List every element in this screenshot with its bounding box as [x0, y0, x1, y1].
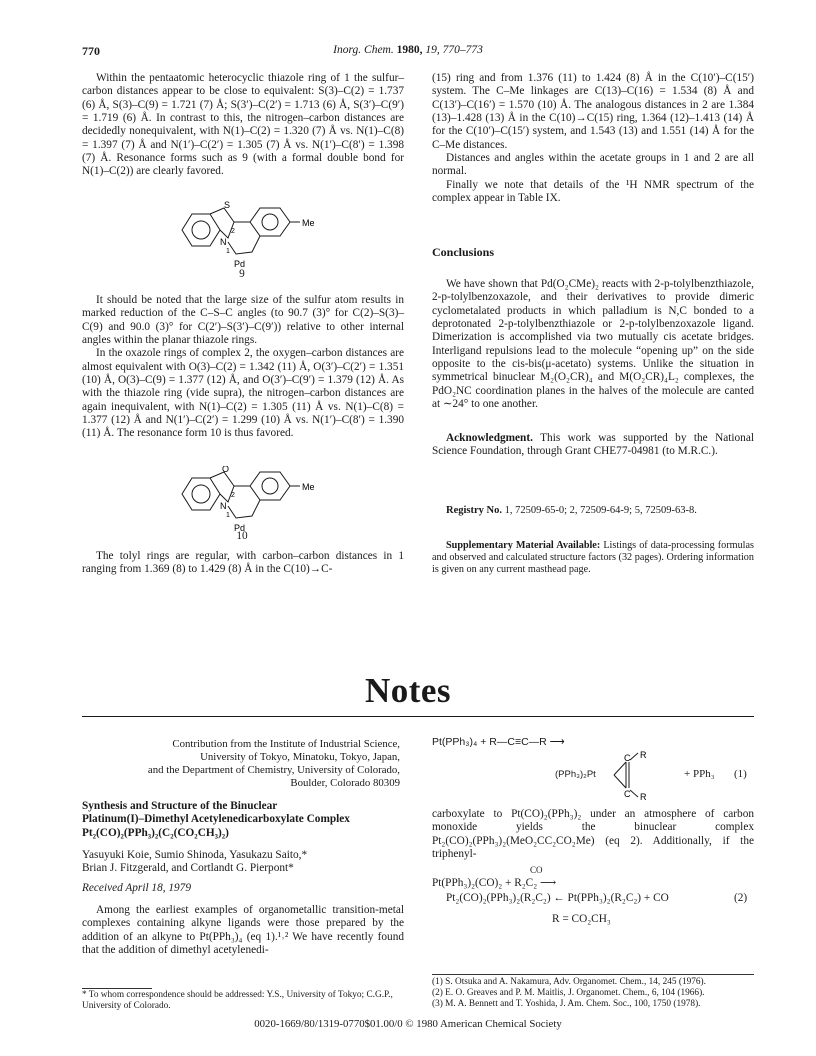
left-column-paragraph-1 — [82, 72, 404, 179]
paragraph-nmr: Finally we note that details of the ¹H NMR spectrum of the complex appear in Table IX. — [432, 178, 754, 205]
reference-item: (3) M. A. Bennett and T. Yoshida, J. Am. Chem. Soc., 100, 1750 (1978). — [432, 999, 701, 1010]
affiliation-line: Contribution from the Institute of Industrial Science, — [172, 738, 400, 750]
paragraph-sulfur-angles: It should be noted that the large size of the sulfur atom results in marked reduction of the C–S–C angles (to 90.7 (3)° for C(2)–S(3)–C(9) and 90.0 (3)° for C(2′)–S(3′)–C(9′)) relative to other internal angles within the planar thiazole rings. — [82, 294, 404, 347]
eq2-r-definition: R = CO₂CH₃ — [552, 913, 611, 925]
paragraph-carboxylate: carboxylate to Pt(CO)₂(PPh₃)₂ under an atmosphere of carbon monoxide yields the binuclear complex Pt₂(CO)₂(PPh₃)₂(MeO₂CC₂CO₂Me) (eq 2). Additionally, if the triphenyl- — [432, 808, 754, 861]
article-title-line: Synthesis and Structure of the Binuclear — [82, 800, 278, 812]
conclusions-text — [432, 278, 754, 411]
eq1-product-diagram — [590, 750, 660, 800]
notes-divider — [82, 716, 754, 717]
journal-name: Inorg. Chem. — [333, 44, 394, 56]
paragraph-acetate: Distances and angles within the acetate groups in 1 and 2 are all normal. — [432, 152, 754, 178]
supp-label: Supplementary Material Available: — [446, 540, 601, 551]
supp-text: Listings of data-processing formulas and observed and calculated structure factors (32 pages). Ordering information is given on any current masthead page. — [432, 540, 754, 576]
eq1-r-bottom: R — [640, 792, 647, 800]
footnote-rule-left — [82, 988, 152, 989]
atom-s-label: S — [224, 200, 231, 210]
affiliation-line: Boulder, Colorado 80309 — [290, 776, 400, 789]
structure-10-number: 10 — [236, 530, 248, 542]
methyl-label: Me — [302, 218, 315, 228]
notes-section-title: Notes — [364, 671, 452, 710]
paragraph-conclusions: We have shown that Pd(O₂CMe)₂ reacts with 2-p-tolylbenzthiazole, 2-p-tolylbenzoxazole, and their derivatives to provide dimeric cyclometalated products in which palladium is N,C bonded to a deprotonated 2-p-tolylbenzthiazole or 2-p-tolylbenzoxazole ligand. Dimerization is accomplished via two mutually cis acetate bridges. Interligand repulsions lead to the molecule “opening up” on the side opposite to the cis-bis(μ-acetato) systems. Unlike the situation in symmetrical binuclear M₂(O₂CR)₄ and M(O₂CR)₄L₂ complexes, the PdO₂NC coordination planes in the halves of the molecule are canted at ∼24° to one another. — [432, 278, 754, 411]
pos-1-label-10: 1 — [226, 512, 230, 519]
contribution-affiliation — [82, 738, 400, 790]
right-column-text — [432, 72, 754, 205]
correspondence-footnote: * To whom correspondence should be addressed: Y.S., University of Tokyo; C.G.P., University of Colorado. — [82, 990, 393, 1012]
journal-year: 1980, — [396, 44, 423, 56]
paragraph-tolyl: The tolyl rings are regular, with carbon–carbon distances in 1 ranging from 1.369 (8) to 1.429 (8) Å in the C(10)→C- — [82, 550, 404, 576]
atom-pd-label: Pd — [234, 259, 246, 269]
eq1-r-top: R — [640, 750, 647, 760]
pos-1-label: 1 — [226, 248, 230, 255]
ack-label: Acknowledgment. — [446, 432, 533, 444]
page-number: 770 — [82, 44, 100, 58]
eq2-arrow: ⟶ — [540, 877, 557, 889]
author-list — [82, 849, 404, 876]
left-column-paragraph-3 — [82, 550, 404, 577]
supplementary-material — [432, 540, 754, 577]
acknowledgment — [432, 432, 754, 459]
atom-pd-label-10: Pd — [234, 523, 246, 533]
article-title-line: Pt₂(CO)₂(PPh₃)₂(C₂(CO₂CH₃)₂) — [82, 826, 229, 839]
left-column-paragraph-2 — [82, 294, 404, 441]
pos-2-label-10: 2 — [231, 492, 235, 499]
atom-o-label: O — [222, 466, 230, 474]
paragraph-thiazole: Within the pentaatomic heterocyclic thiazole ring of 1 the sulfur–carbon distances appear to be close to equivalent: S(3)–C(2) = 1.737 (6) Å, S(3)–C(9) = 1.721 (7) Å; S(3′)–C(2′) = 1.713 (6) Å, S(3′)–C(9′) = 1.719 (6) Å. In contrast to this, the nitrogen–carbon distances are decidedly nonequivalent, with N(1)–C(2) = 1.320 (7) Å vs. N(1)–C(8) = 1.397 (7) Å and N(1′)–C(2′) = 1.305 (7) Å vs. N(1′)–C(8′) = 1.398 (7) Å. Resonance forms such as 9 (with a formal double bond for N(1)–C(2)) are clearly favored. — [82, 72, 404, 178]
paragraph-oxazole: In the oxazole rings of complex 2, the oxygen–carbon distances are almost equivalent with O(3)–C(2) = 1.342 (11) Å, O(3′)–C(2′) = 1.351 (10) Å, O(3)–C(9) = 1.377 (12) Å, and O(3′)–C(9′) = 1.379 (12) Å. As with the thiazole ring (vide supra), the nitrogen–carbon distances are again inequivalent, with N(1)–C(2) = 1.305 (11) Å vs. N(1)–C(8) = 1.377 (12) Å and N(1′)–C(2′) = 1.299 (10) Å vs. N(1′)–C(8′) = 1.390 (11) Å. The resonance form 10 is thus favored. — [82, 347, 404, 440]
eq1-arrow: ⟶ — [549, 736, 565, 748]
article-title-line: Platinum(I)–Dimethyl Acetylenedicarboxylate Complex — [82, 813, 350, 826]
reference-list — [432, 977, 754, 1011]
ack-text: This work was supported by the National Science Foundation, through Grant CHE77-04981 (to M.R.C.). — [432, 432, 754, 458]
structure-10-diagram — [176, 466, 326, 536]
author-line: Yasuyuki Koie, Sumio Shinoda, Yasukazu Saito,* — [82, 849, 308, 861]
affiliation-line: University of Tokyo, Minatoku, Tokyo, Japan, — [200, 750, 400, 763]
journal-citation — [0, 44, 816, 56]
eq1-c-bottom: C — [624, 789, 631, 799]
journal-volume-pages: 19, 770–773 — [425, 44, 483, 56]
footnote-rule-right — [432, 974, 754, 975]
atom-n-label: N — [220, 237, 227, 247]
reference-item: (2) E. O. Greaves and P. M. Maitlis, J. Organomet. Chem., 6, 104 (1966). — [432, 988, 705, 999]
author-line: Brian J. Fitzgerald, and Cortlandt G. Pierpont* — [82, 862, 294, 875]
structure-9-diagram — [176, 200, 326, 272]
received-date: Received April 18, 1979 — [82, 882, 191, 894]
eq1-pph3: + PPh₃ — [684, 768, 715, 780]
eq2-number: (2) — [734, 892, 748, 904]
conclusions-heading: Conclusions — [432, 245, 495, 259]
eq2-line1 — [432, 876, 556, 889]
eq2-reactants: Pt(PPh₃)₂(CO)₂ + R₂C₂ — [432, 877, 538, 889]
copyright-line: 0020-1669/80/1319-0770$01.00/0 © 1980 American Chemical Society — [254, 1018, 562, 1030]
eq2-co-label: CO — [530, 865, 543, 875]
structure-9-number: 9 — [239, 268, 245, 280]
paragraph-tolyl-continued: (15) ring and from 1.376 (11) to 1.424 (8) Å in the C(10′)–C(15′) system. The C–Me linkages are C(13)–C(16) = 1.534 (8) Å and C(13′)–C(16′) = 1.570 (10) Å. The analogous distances in 2 are 1.384 (13)–1.428 (13) Å in the C(10)→C(15) ring, 1.364 (12)–1.413 (14) Å for the C(10′)–C(15′) system, and 1.543 (13) and 1.551 (14) Å for the C–Me distances. — [432, 72, 754, 151]
registry-text: 1, 72509-65-0; 2, 72509-64-9; 5, 72509-63-8. — [504, 505, 697, 516]
eq1-number: (1) — [734, 768, 747, 780]
atom-n-label-10: N — [220, 501, 227, 511]
notes-right-text — [432, 808, 754, 861]
paragraph-intro: Among the earliest examples of organometallic transition-metal complexes containing alkyne ligands were those prepared by the addition of an alkyne to Pt(PPh₃)₄ (eq 1).¹˒² We have recently found that the addition of dimethyl acetylenedi- — [82, 904, 404, 957]
registry-label: Registry No. — [446, 505, 502, 516]
notes-intro — [82, 904, 404, 957]
eq2-line2: Pt₂(CO)₂(PPh₃)₂(R₂C₂) ← Pt(PPh₃)₂(R₂C₂) + CO — [446, 892, 669, 904]
registry-numbers — [432, 504, 754, 517]
eq1-c-top: C — [624, 753, 631, 763]
affiliation-line: and the Department of Chemistry, University of Colorado, — [147, 763, 400, 776]
eq1-reactants — [432, 736, 565, 748]
methyl-label-10: Me — [302, 482, 315, 492]
article-title — [82, 800, 404, 840]
reference-item: (1) S. Otsuka and A. Nakamura, Adv. Organomet. Chem., 14, 245 (1976). — [432, 977, 706, 987]
eq1-reactant-text: Pt(PPh₃)₄ + R—C≡C—R — [432, 736, 547, 748]
pos-2-label: 2 — [231, 228, 235, 235]
eq1-product-pt: (PPh₃)₂Pt — [555, 769, 596, 780]
